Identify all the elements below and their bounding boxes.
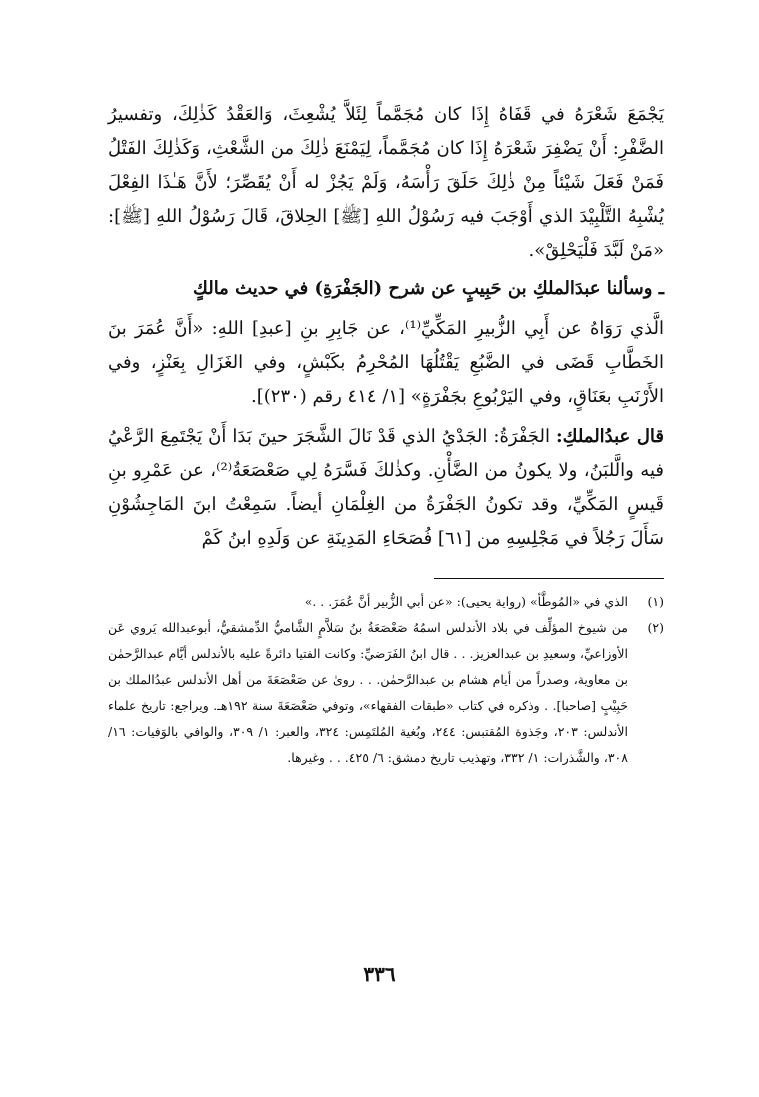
page-body — [108, 98, 664, 771]
footnote-text: الذي في «المُوطَّأ» (رواية يحيى): «عن أبي الزُّبير أنَّ عُمَرَ. . .» — [304, 594, 628, 609]
footnote-1 — [108, 589, 664, 615]
section-heading: ـ وسألنا عبدَالملكِ بن حَبِيبٍ عن شرح (الجَفْرَةِ) في حديث مالكٍ — [193, 278, 664, 299]
footnote-2 — [108, 615, 664, 771]
paragraph-3 — [108, 420, 664, 556]
paragraph-2: الَّذي رَوَاهُ عن أَبِي الزُّبيرِ المَكِّيِّ⁽¹⁾، عن جَابِرِ بنِ [عبدِ] اللهِ: «أَنَّ عُمَرَ بنَ الخَطَّابِ قَضَى في الضَّبُعِ يَقْتُلُهَا المُحْرِمُ بكَبْشٍ، وفي الغَزَالِ بِعَنْزٍ، وفي الأَرْنَبِ بعَنَاقٍ، وفي اليَرْبُوعِ بجَفْرَةٍ» [١/ ٤١٤ رقم (٢٣٠)]. — [108, 318, 664, 407]
page-number: ٣٣٦ — [363, 962, 396, 986]
paragraph-1: يَجْمَعَ شَعْرَهُ في قَفَاهُ إِذَا كان مُجَمَّماً لِئَلاَّ يُشْعِثَ، وَالعَقْدُ كَذٰلِكَ، وتفسيرُ الضَّفْرِ: أَنْ يَضْفِرَ شَعْرَهُ إِذَا كان مُجَمَّماً، لِيَمْنَعَ ذٰلِكَ من الشَّعْثِ، وَكَذٰلِكَ الفَتْلُ فَمَنْ فَعَلَ شَيْئاً مِنْ ذٰلِكَ حَلَقَ رَأْسَهُ، وَلَمْ يَجُزْ له أَنْ يُقَصِّرَ؛ لأَنَّ هَـٰذَا الفِعْلَ يُشْبِهُ التَّلْبِيْدَ الذي أَوْجَبَ فيه رَسُوْلُ اللهِ [ﷺ] الحِلاقَ، قَالَ رَسُوْلُ اللهِ [ﷺ]: «مَنْ لَبَّدَ فَلْيَحْلِقْ». — [108, 104, 664, 261]
paragraph-3-lead: قال عبدُالملكِ: — [556, 426, 664, 447]
footnote-number: (٢) — [647, 620, 664, 635]
footnote-number: (١) — [647, 594, 664, 609]
paragraph-3-text: الجَفْرَةُ: الجَدْيُ الذي قَدْ نَالَ الشَّجَرَ حينَ بَدَا أَنْ يَجْتَمِعَ الرَّعْيُ فيه والَّلبَنُ، ولا يكونُ من الضَّأْنِ. وكذٰلكَ فَسَّرَهُ لِي صَعْصَعَةُ⁽²⁾، عن عَمْرِو بنِ قَيسٍ المَكِّيِّ، وقد تكونُ الجَفْرَةُ من الغِلْمَانِ أيضاً. سَمِعْتُ ابنَ المَاجِشُوْنِ سَأَلَ رَجُلاً في مَجْلِسِهِ من [٦١] فُصَحَاءِ المَدِينَةِ عن وَلَدِهِ ابنُ كَمْ — [108, 426, 664, 549]
footnote-divider — [434, 578, 664, 579]
footnote-text: من شيوخ المؤلِّف في بلاد الأندلس اسمُهُ صَعْصَعَةُ بنُ سَلاَّمٍ الشَّاميُّ الدِّمشقيُّ، أبوعبدالله يَروي عَن الأوزاعيِّ، وسعيدِ بن عبدالعزيز. . . قال ابنُ الفَرَضيِّ: وكانت الفتيا دائرةً عليه بالأندلس أيَّام عبدالرَّحمٰن بن معاوية، وصدراً من أيام هشام بن عبدالرَّحمٰن. . . روىٰ عن صَعْصَعَةَ من أهل الأندلس عبدُالملك بن حَبِيْبٍ [صاحبا]. . وذكره في كتاب «طبقات الفقهاء»، وتوفي صَعْصَعَةَ سنة ١٩٢هـ. ويراجع: تاريخ علماء الأندلس: ٢٠٣، وجَذوة المُقتبس: ٢٤٤، وبُغية المُلتَمِس: ٣٢٤، والعبر: ١/ ٣٠٩، والوافي بالوَفيات: ١٦/ ٣٠٨، والشَّذرات: ١/ ٣٣٢، وتهذيب تاريخ دمشق: ٦/ ٤٢٥. . . وغيرها. — [108, 620, 628, 765]
footnotes — [108, 589, 664, 771]
